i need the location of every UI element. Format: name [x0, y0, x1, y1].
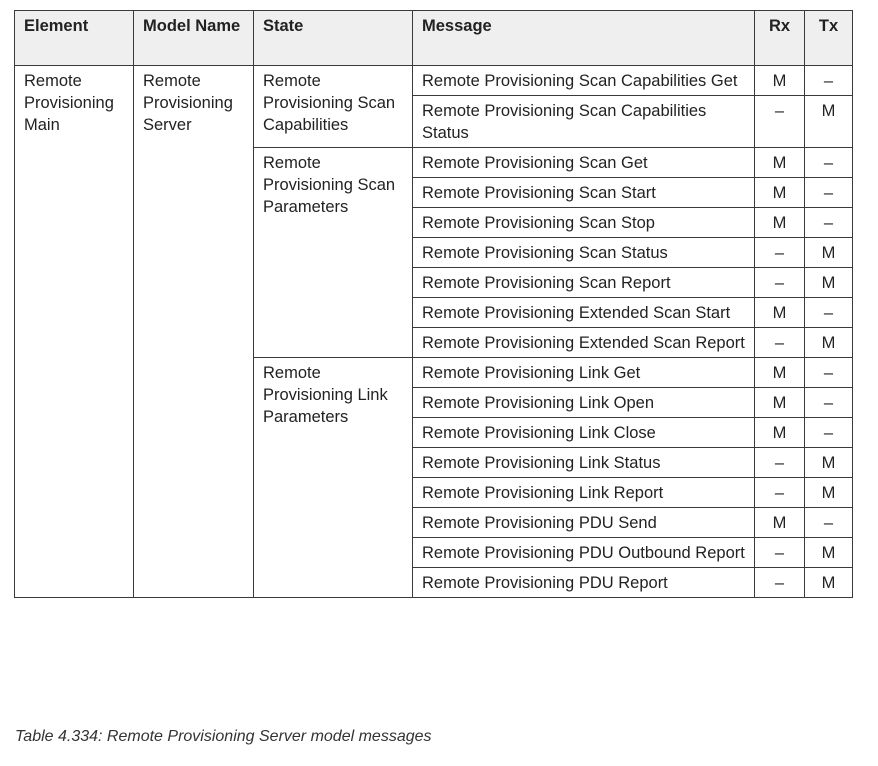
messages-table [14, 10, 853, 598]
header-rx: Rx [755, 11, 805, 66]
rx-cell: M [755, 358, 805, 388]
rx-cell: – [755, 448, 805, 478]
rx-cell: – [755, 478, 805, 508]
message-cell: Remote Provisioning Scan Start [413, 178, 755, 208]
message-cell: Remote Provisioning Scan Status [413, 238, 755, 268]
tx-cell: M [805, 568, 853, 598]
message-cell: Remote Provisioning PDU Send [413, 508, 755, 538]
rx-cell: – [755, 538, 805, 568]
rx-cell: M [755, 178, 805, 208]
tx-cell: M [805, 478, 853, 508]
tx-cell: M [805, 448, 853, 478]
rx-cell: M [755, 418, 805, 448]
tx-cell: M [805, 238, 853, 268]
rx-cell: M [755, 508, 805, 538]
message-cell: Remote Provisioning Extended Scan Start [413, 298, 755, 328]
state-cell: Remote Provisioning Scan Parameters [254, 148, 413, 358]
tx-cell: – [805, 208, 853, 238]
rx-cell: M [755, 66, 805, 96]
rx-cell: – [755, 328, 805, 358]
header-element: Element [15, 11, 134, 66]
tx-cell: – [805, 388, 853, 418]
message-cell: Remote Provisioning Link Open [413, 388, 755, 418]
table-caption: Table 4.334: Remote Provisioning Server model messages [15, 728, 432, 745]
tx-cell: – [805, 178, 853, 208]
header-message: Message [413, 11, 755, 66]
rx-cell: M [755, 298, 805, 328]
tx-cell: – [805, 508, 853, 538]
tx-cell: M [805, 328, 853, 358]
rx-cell: M [755, 388, 805, 418]
header-model-name: Model Name [134, 11, 254, 66]
element-cell: Remote Provisioning Main [15, 66, 134, 598]
message-cell: Remote Provisioning Scan Stop [413, 208, 755, 238]
message-cell: Remote Provisioning Link Report [413, 478, 755, 508]
rx-cell: M [755, 208, 805, 238]
tx-cell: M [805, 268, 853, 298]
tx-cell: – [805, 358, 853, 388]
tx-cell: – [805, 418, 853, 448]
message-cell: Remote Provisioning Link Get [413, 358, 755, 388]
tx-cell: – [805, 148, 853, 178]
message-cell: Remote Provisioning Scan Capabilities Status [413, 96, 755, 148]
message-cell: Remote Provisioning Scan Capabilities Get [413, 66, 755, 96]
rx-cell: – [755, 568, 805, 598]
message-cell: Remote Provisioning Link Status [413, 448, 755, 478]
rx-cell: M [755, 148, 805, 178]
message-cell: Remote Provisioning PDU Report [413, 568, 755, 598]
header-tx: Tx [805, 11, 853, 66]
table-row [15, 66, 853, 96]
message-cell: Remote Provisioning PDU Outbound Report [413, 538, 755, 568]
message-cell: Remote Provisioning Scan Report [413, 268, 755, 298]
message-cell: Remote Provisioning Link Close [413, 418, 755, 448]
header-row [15, 11, 853, 66]
rx-cell: – [755, 238, 805, 268]
tx-cell: – [805, 298, 853, 328]
tx-cell: M [805, 96, 853, 148]
state-cell: Remote Provisioning Scan Capabilities [254, 66, 413, 148]
tx-cell: – [805, 66, 853, 96]
header-state: State [254, 11, 413, 66]
rx-cell: – [755, 268, 805, 298]
state-cell: Remote Provisioning Link Parameters [254, 358, 413, 598]
message-cell: Remote Provisioning Extended Scan Report [413, 328, 755, 358]
message-cell: Remote Provisioning Scan Get [413, 148, 755, 178]
model-name-cell: Remote Provisioning Server [134, 66, 254, 598]
rx-cell: – [755, 96, 805, 148]
tx-cell: M [805, 538, 853, 568]
